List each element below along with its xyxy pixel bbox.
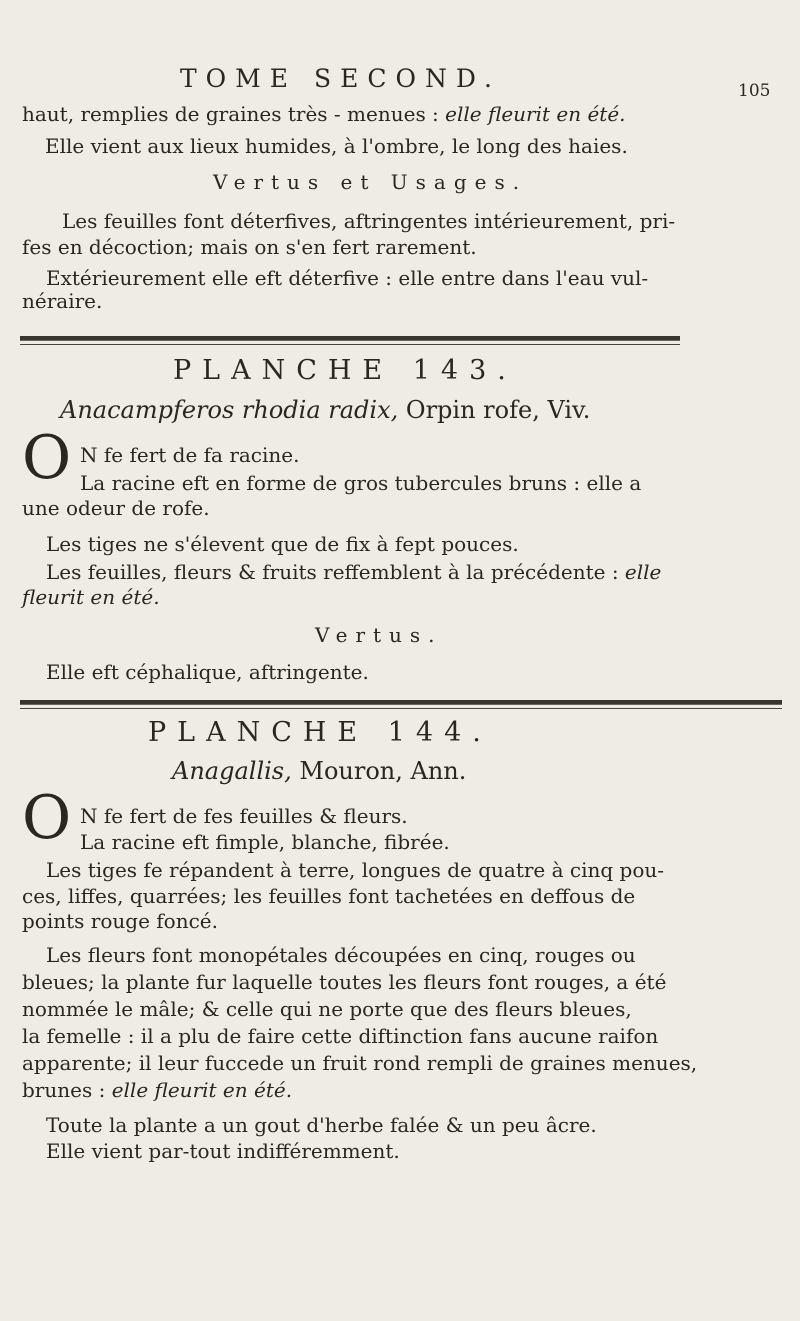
planche-144-common-name: Mouron, Ann. [299,757,467,785]
planche-144-heading: PLANCHE 144. [148,717,492,748]
planche-144-brunes-italic: elle fleurit en été. [111,1078,293,1102]
planche-143-line-4 [46,559,661,585]
section-divider-thin [20,344,680,345]
planche-143-line-2: une odeur de rofe. [22,496,210,520]
planche-144-drop-cap: O [22,783,72,853]
planche-143-heading: PLANCHE 143. [173,355,517,386]
planche-143-subtitle [60,397,590,423]
planche-144-first-line: N fe fert de fes feuilles & fleurs. [80,804,408,828]
intro-line-1 [22,101,626,127]
intro-line-2: Elle vient aux lieux humides, à l'ombre, le long des haies. [45,134,628,158]
section-divider [20,336,680,341]
planche-144-brunes-text: brunes : [22,1078,106,1102]
planche-144-closing-line-1: Toute la plante a un gout d'herbe falée & un peu âcre. [46,1113,597,1137]
planche-143-drop-cap: O [22,423,72,493]
page-number: 105 [738,81,771,101]
planche-143-common-name: Orpin rofe, Viv. [405,396,591,424]
vertus-usages-line-2: fes en décoction; mais on s'en fert rarement. [22,235,477,259]
planche-143-line-4-italic: elle [624,560,662,584]
planche-143-italic-line: fleurit en été. [22,585,160,609]
planche-144-line-2: Les tiges fe répandent à terre, longues de quatre à cinq pou- [46,858,665,882]
planche-144-line-7: nommée le mâle; & celle qui ne porte que des fleurs bleues, [22,997,632,1021]
intro-line-1-text: haut, remplies de graines très - menues : [22,102,439,126]
vertus-usages-line-4: néraire. [22,289,103,313]
planche-144-line-1: La racine eft fimple, blanche, fibrée. [80,830,450,854]
intro-line-1-italic: elle fleurit en été. [445,102,626,126]
planche-144-line-8: la femelle : il a plu de faire cette diftinction fans aucune raifon [22,1024,659,1048]
planche-143-line-1: La racine eft en forme de gros tubercules bruns : elle a [80,471,642,495]
planche-144-line-3: ces, liffes, quarrées; les feuilles font tachetées en deffous de [22,884,636,908]
vertus-usages-line-3: Extérieurement elle eft déterfive : elle entre dans l'eau vul- [46,266,649,290]
vertus-usages-line-1: Les feuilles font déterfives, aftringentes intérieurement, pri- [62,209,676,233]
vertus-usages-heading: Vertus et Usages. [213,170,528,194]
planche-144-closing-line-2: Elle vient par-tout indifféremment. [46,1139,400,1163]
planche-144-line-5: Les fleurs font monopétales découpées en cinq, rouges ou [46,943,636,967]
planche-144-latin-name: Anagallis, [172,757,292,785]
planche-143-line-4-text: Les feuilles, fleurs & fruits reffemblent à la précédente : [46,560,619,584]
planche-143-vertus-heading: Vertus. [315,623,443,647]
planche-143-vertus-line: Elle eft céphalique, aftringente. [46,660,369,684]
running-title: TOME SECOND. [180,64,501,93]
planche-143-latin-name: Anacampferos rhodia radix, [60,396,399,424]
planche-144-line-6: bleues; la plante fur laquelle toutes les fleurs font rouges, a été [22,970,667,994]
planche-144-line-4: points rouge foncé. [22,909,218,933]
planche-143-first-line: N fe fert de fa racine. [80,443,300,467]
planche-143-line-3: Les tiges ne s'élevent que de fix à fept pouces. [46,532,519,556]
section-divider-2-thin [20,708,782,709]
planche-144-line-9: apparente; il leur fuccede un fruit rond rempli de graines menues, [22,1051,698,1075]
planche-144-subtitle [172,758,466,784]
planche-144-brunes-line [22,1077,292,1103]
section-divider-2 [20,700,782,705]
